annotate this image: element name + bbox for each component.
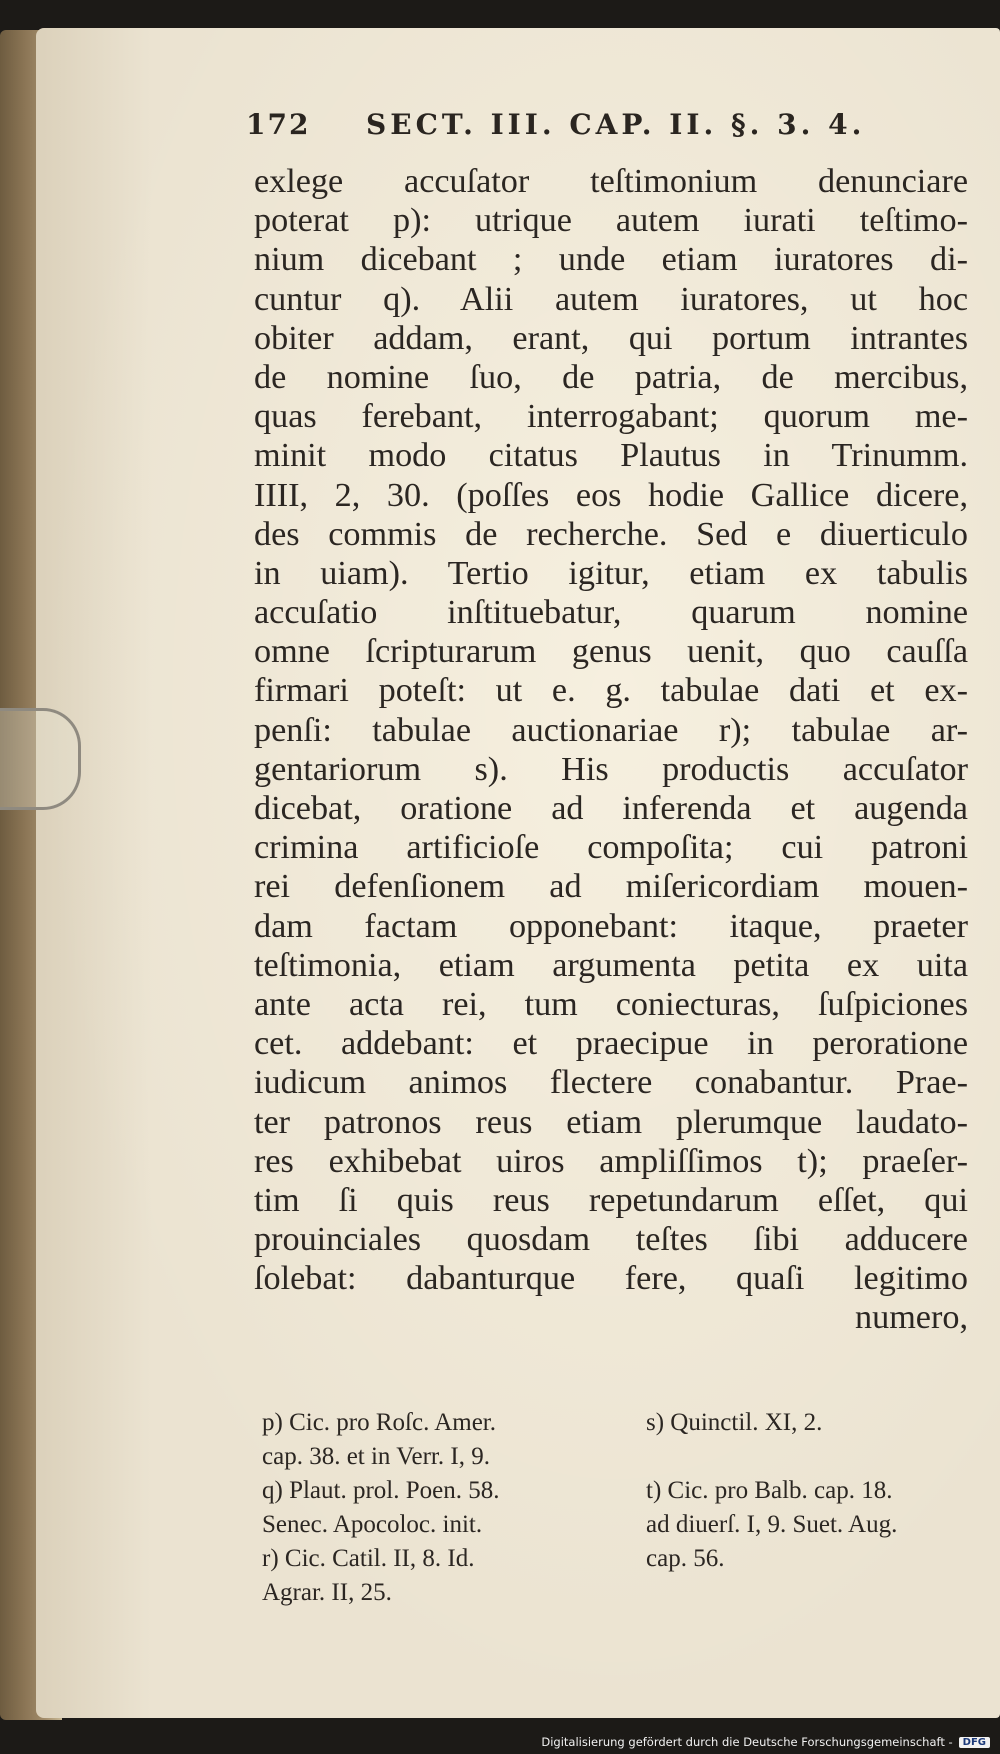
- body-text: [254, 162, 968, 1338]
- text-line: omne ſcripturarum genus uenit, quo cauſſa: [254, 633, 968, 671]
- text-line: nium dicebant ; unde etiam iuratores di-: [254, 241, 968, 279]
- text-line: crimina artificioſe compoſita; cui patroni: [254, 829, 968, 867]
- footnote-line: p) Cic. pro Roſc. Amer.: [262, 1409, 496, 1436]
- text-line: ſolebat: dabanturque fere, quaſi legitimo: [254, 1260, 968, 1298]
- text-line: cet. addebant: et praecipue in peroratione: [254, 1025, 968, 1063]
- page-clip: [0, 708, 81, 810]
- text-line: minit modo citatus Plautus in Trinumm.: [254, 437, 968, 475]
- text-line: obiter addam, erant, qui portum intrantes: [254, 319, 968, 357]
- text-line: quas ferebant, interrogabant; quorum me-: [254, 398, 968, 436]
- text-line: res exhibebat uiros ampliſſimos t); praeſer-: [254, 1142, 968, 1180]
- footnote-line: Senec. Apocoloc. init.: [262, 1511, 483, 1538]
- running-head: [246, 108, 866, 148]
- page-number: 172: [246, 108, 311, 141]
- text-line: ter patronos reus etiam plerumque laudato-: [254, 1103, 968, 1141]
- footnote-line: cap. 56.: [646, 1545, 725, 1572]
- text-line: cuntur q). Alii autem iuratores, ut hoc: [254, 280, 968, 318]
- digitization-credit: [541, 1732, 990, 1752]
- footnote-line: r) Cic. Catil. II, 8. Id.: [262, 1545, 475, 1572]
- footnote-line: [646, 1440, 982, 1474]
- text-line: IIII, 2, 30. (poſſes eos hodie Gallice dicere,: [254, 476, 968, 514]
- footnotes-right-column: [646, 1406, 982, 1576]
- footnote-line: s) Quinctil. XI, 2.: [646, 1409, 823, 1436]
- text-line: des commis de recherche. Sed e diuerticulo: [254, 515, 968, 553]
- text-line: numero,: [855, 1299, 968, 1337]
- footnotes-left-column: [262, 1406, 622, 1610]
- dfg-logo: DFG: [959, 1737, 990, 1748]
- footnote-line: ad diuerſ. I, 9. Suet. Aug.: [646, 1511, 898, 1538]
- text-line: firmari poteſt: ut e. g. tabulae dati et ex-: [254, 672, 968, 710]
- text-line: teſtimonia, etiam argumenta petita ex uita: [254, 946, 968, 984]
- text-line: accuſatio inſtituebatur, quarum nomine: [254, 594, 968, 632]
- footnote-line: t) Cic. pro Balb. cap. 18.: [646, 1477, 893, 1504]
- digitization-text: Digitalisierung gefördert durch die Deutsche Forschungsgemeinschaft -: [541, 1735, 953, 1749]
- text-line: ante acta rei, tum coniecturas, ſuſpiciones: [254, 985, 968, 1023]
- text-line: dam factam opponebant: itaque, praeter: [254, 907, 968, 945]
- text-line: prouinciales quosdam teſtes ſibi adducere: [254, 1221, 968, 1259]
- running-title: SECT. III. CAP. II. §. 3. 4.: [366, 108, 866, 141]
- text-line: gentariorum s). His productis accuſator: [254, 750, 968, 788]
- text-line: iudicum animos flectere conabantur. Prae-: [254, 1064, 968, 1102]
- text-line: de nomine ſuo, de patria, de mercibus,: [254, 358, 968, 396]
- footnote-line: Agrar. II, 25.: [262, 1579, 392, 1606]
- text-line: exlege accuſator teſtimonium denunciare: [254, 163, 968, 200]
- text-line: penſi: tabulae auctionariae r); tabulae ar-: [254, 711, 968, 749]
- text-line: poterat p): utrique autem iurati teſtimo-: [254, 202, 968, 240]
- footnote-line: q) Plaut. prol. Poen. 58.: [262, 1477, 500, 1504]
- footnote-line: cap. 38. et in Verr. I, 9.: [262, 1443, 490, 1470]
- text-line: rei defenſionem ad miſericordiam mouen-: [254, 868, 968, 906]
- text-line: dicebat, oratione ad inferenda et augenda: [254, 790, 968, 827]
- text-line: in uiam). Tertio igitur, etiam ex tabulis: [254, 554, 968, 592]
- text-line: tim ſi quis reus repetundarum eſſet, qui: [254, 1181, 968, 1219]
